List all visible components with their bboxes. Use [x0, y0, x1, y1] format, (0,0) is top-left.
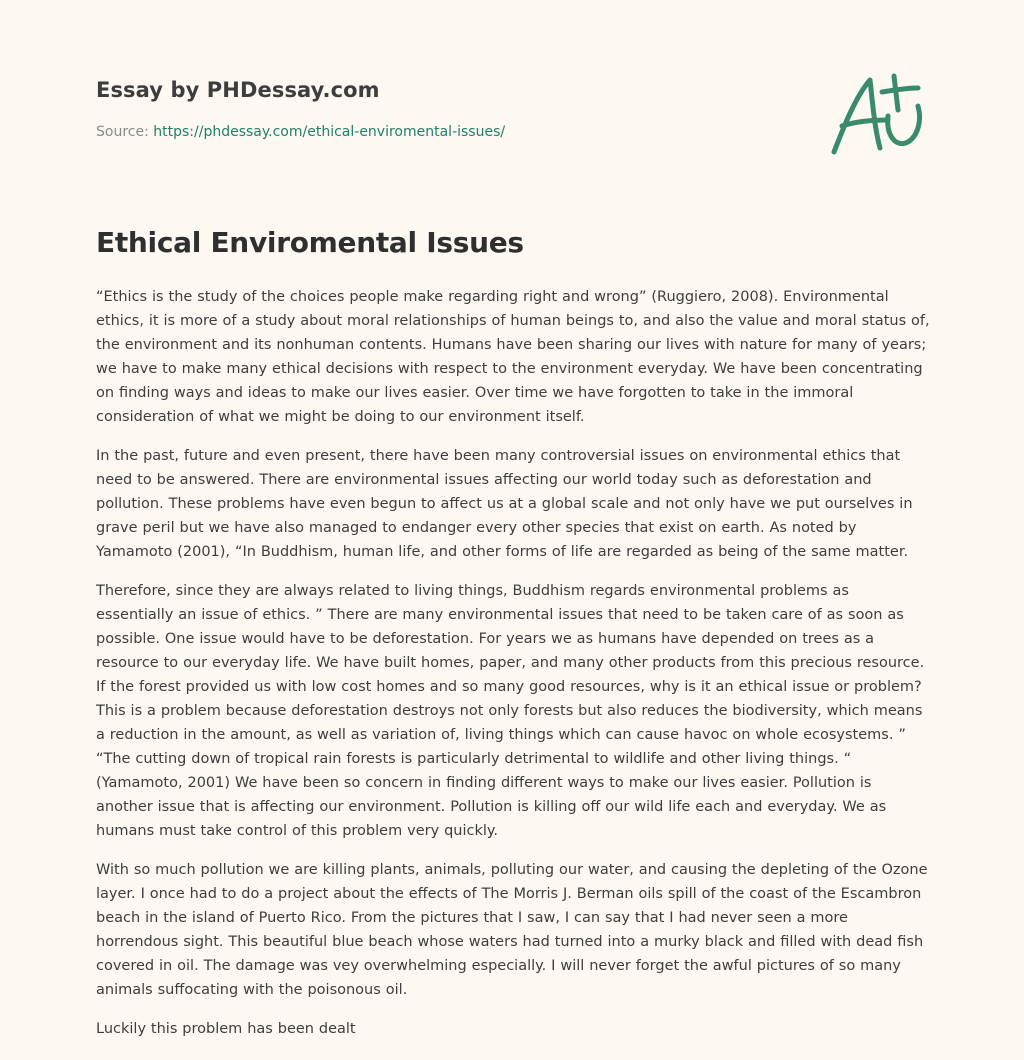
- paragraph: With so much pollution we are killing plants, animals, polluting our water, and causing the depleting of the Ozone layer. I once had to do a project about the effects of The Morris J. Berman oils spill of the coast of the Escambron beach in the island of Puerto Rico. From the pictures that I saw, I can say that I had never seen a more horrendous sight. This beautiful blue beach whose waters had turned into a murky black and filled with dead fish covered in oil. The damage was vey overwhelming especially. I will never forget the awful pictures of so many animals suffocating with the poisonous oil.: [96, 862, 928, 998]
- paragraph: “Ethics is the study of the choices people make regarding right and wrong” (Ruggiero, 2008). Environmental ethics, it is more of a study about moral relationships of human beings to, and also the value and moral status of, the environment and its nonhuman contents. Humans have been sharing our lives with nature for many of years; we have to make many ethical decisions with respect to the environment everyday. We have been concentrating on finding ways and ideas to make our lives easier. Over time we have forgotten to take in the immoral consideration of what we might be doing to our environment itself.: [96, 289, 930, 425]
- paragraph: In the past, future and even present, there have been many controversial issues on environmental ethics that need to be answered. There are environmental issues affecting our world today such as deforestation and pollution. These problems have even begun to affect us at a global scale and not only have we put ourselves in grave peril but we have also managed to endanger every other species that exist on earth. As noted by Yamamoto (2001), “In Buddhism, human life, and other forms of life are regarded as being of the same matter.: [96, 448, 913, 560]
- source-line: [96, 124, 505, 140]
- essay-body: [96, 285, 930, 1056]
- source-link[interactable]: https://phdessay.com/ethical-enviromental-issues/: [153, 124, 506, 140]
- site-header: [96, 76, 936, 176]
- essay-title: Ethical Enviromental Issues: [96, 226, 524, 259]
- paragraph: Therefore, since they are always related to living things, Buddhism regards environmental problems as essentially an issue of ethics. ” There are many environmental issues that need to be taken care of as soon as possible. One issue would have to be deforestation. For years we as humans have depended on trees as a resource to our everyday life. We have built homes, paper, and many other products from this precious resource. If the forest provided us with low cost homes and so many good resources, why is it an ethical issue or problem? This is a problem because deforestation destroys not only forests but also reduces the biodiversity, which means a reduction in the amount, as well as variation of, living things which can cause havoc on whole ecosystems. ” “The cutting down of tropical rain forests is particularly detrimental to wildlife and other living things. “ (Yamamoto, 2001) We have been so concern in finding different ways to make our lives easier. Pollution is another issue that is affecting our environment. Pollution is killing off our wild life each and everyday. We as humans must take control of this problem very quickly.: [96, 583, 925, 839]
- paragraph: Luckily this problem has been dealt: [96, 1021, 356, 1037]
- brand-title: Essay by PHDessay.com: [96, 78, 380, 102]
- a-plus-logo-icon: [822, 66, 932, 166]
- source-label: Source:: [96, 124, 149, 140]
